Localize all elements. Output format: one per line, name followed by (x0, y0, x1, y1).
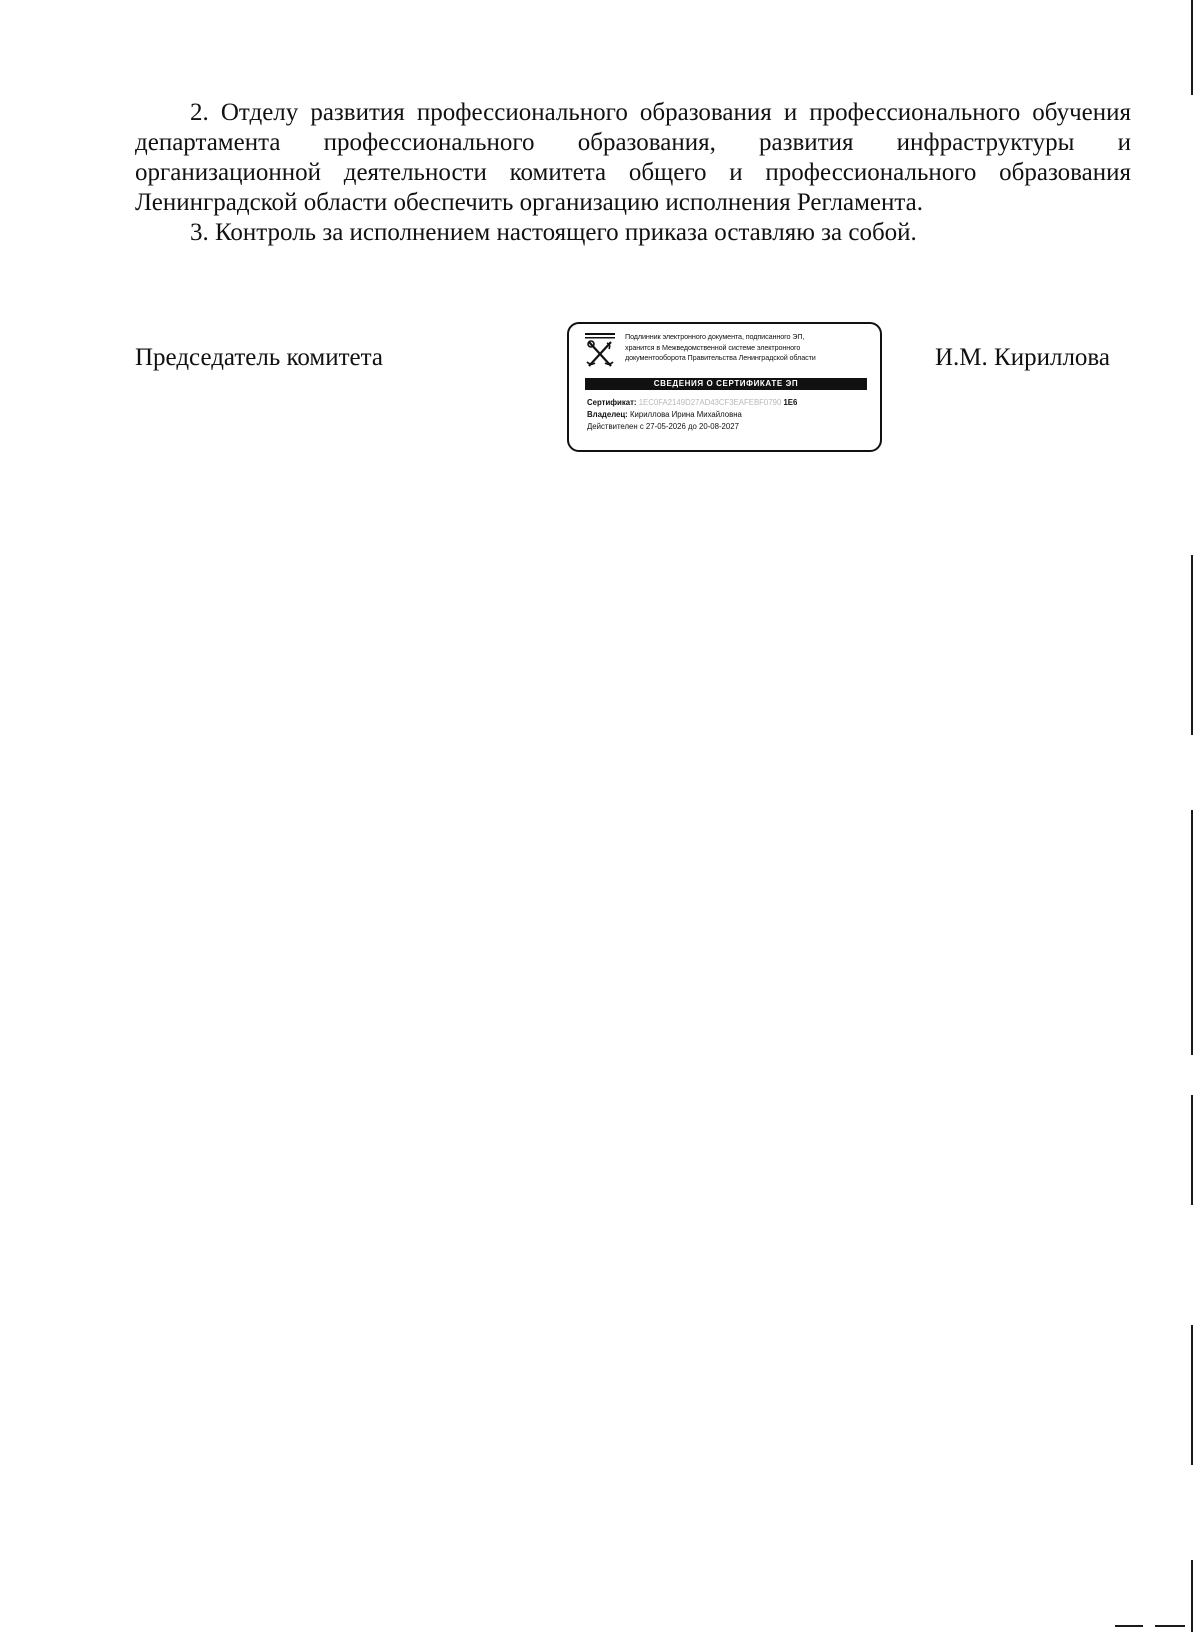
stamp-header (625, 332, 875, 364)
certificate-line (587, 398, 877, 408)
scan-edge-mark (1155, 1625, 1185, 1627)
certificate-value: 1EC0FA2149D27AD43CF3EAFEBF0790 (638, 398, 782, 407)
certificate-suffix: 1E6 (783, 398, 798, 407)
signature-role: Председатель комитета (135, 344, 383, 371)
scan-edge-mark (1191, 0, 1193, 95)
certificate-label: Сертификат: (587, 398, 637, 407)
stamp-header-line: документооборота Правительства Ленинградской области (625, 353, 816, 362)
scan-edge-mark (1191, 1325, 1193, 1465)
signature-name: И.М. Кириллова (935, 344, 1110, 371)
paragraph-2: 2. Отделу развития профессионального образования и профессионального обучения департамента профессионального образования, развития инфраструктуры и организационной деятельности комитета общего и профессионального образования Ленинградской области обеспечить организацию исполнения Регламента. (135, 99, 1131, 216)
scan-edge-mark (1191, 810, 1193, 1055)
electronic-signature-stamp (567, 322, 882, 452)
paragraph-3: 3. Контроль за исполнением настоящего приказа оставляю за собой. (190, 219, 917, 246)
scan-edge-mark (1115, 1625, 1143, 1627)
stamp-header-line: Подлинник электронного документа, подписанного ЭП, (625, 332, 805, 341)
scan-edge-mark (1191, 1095, 1193, 1205)
owner-label: Владелец: (587, 410, 628, 419)
document-body (135, 98, 1131, 248)
owner-line (587, 410, 877, 420)
certificate-banner: СВЕДЕНИЯ О СЕРТИФИКАТЕ ЭП (585, 378, 867, 390)
stamp-header-line: хранится в Межведомственной системе электронного (625, 342, 801, 352)
leningrad-oblast-emblem-icon (583, 332, 617, 370)
scan-edge-mark (1191, 555, 1193, 735)
scan-edge-mark (1191, 1560, 1193, 1632)
validity-line: Действителен с 27-05-2026 до 20-08-2027 (587, 422, 739, 431)
owner-value: Кириллова Ирина Михайловна (629, 410, 742, 419)
